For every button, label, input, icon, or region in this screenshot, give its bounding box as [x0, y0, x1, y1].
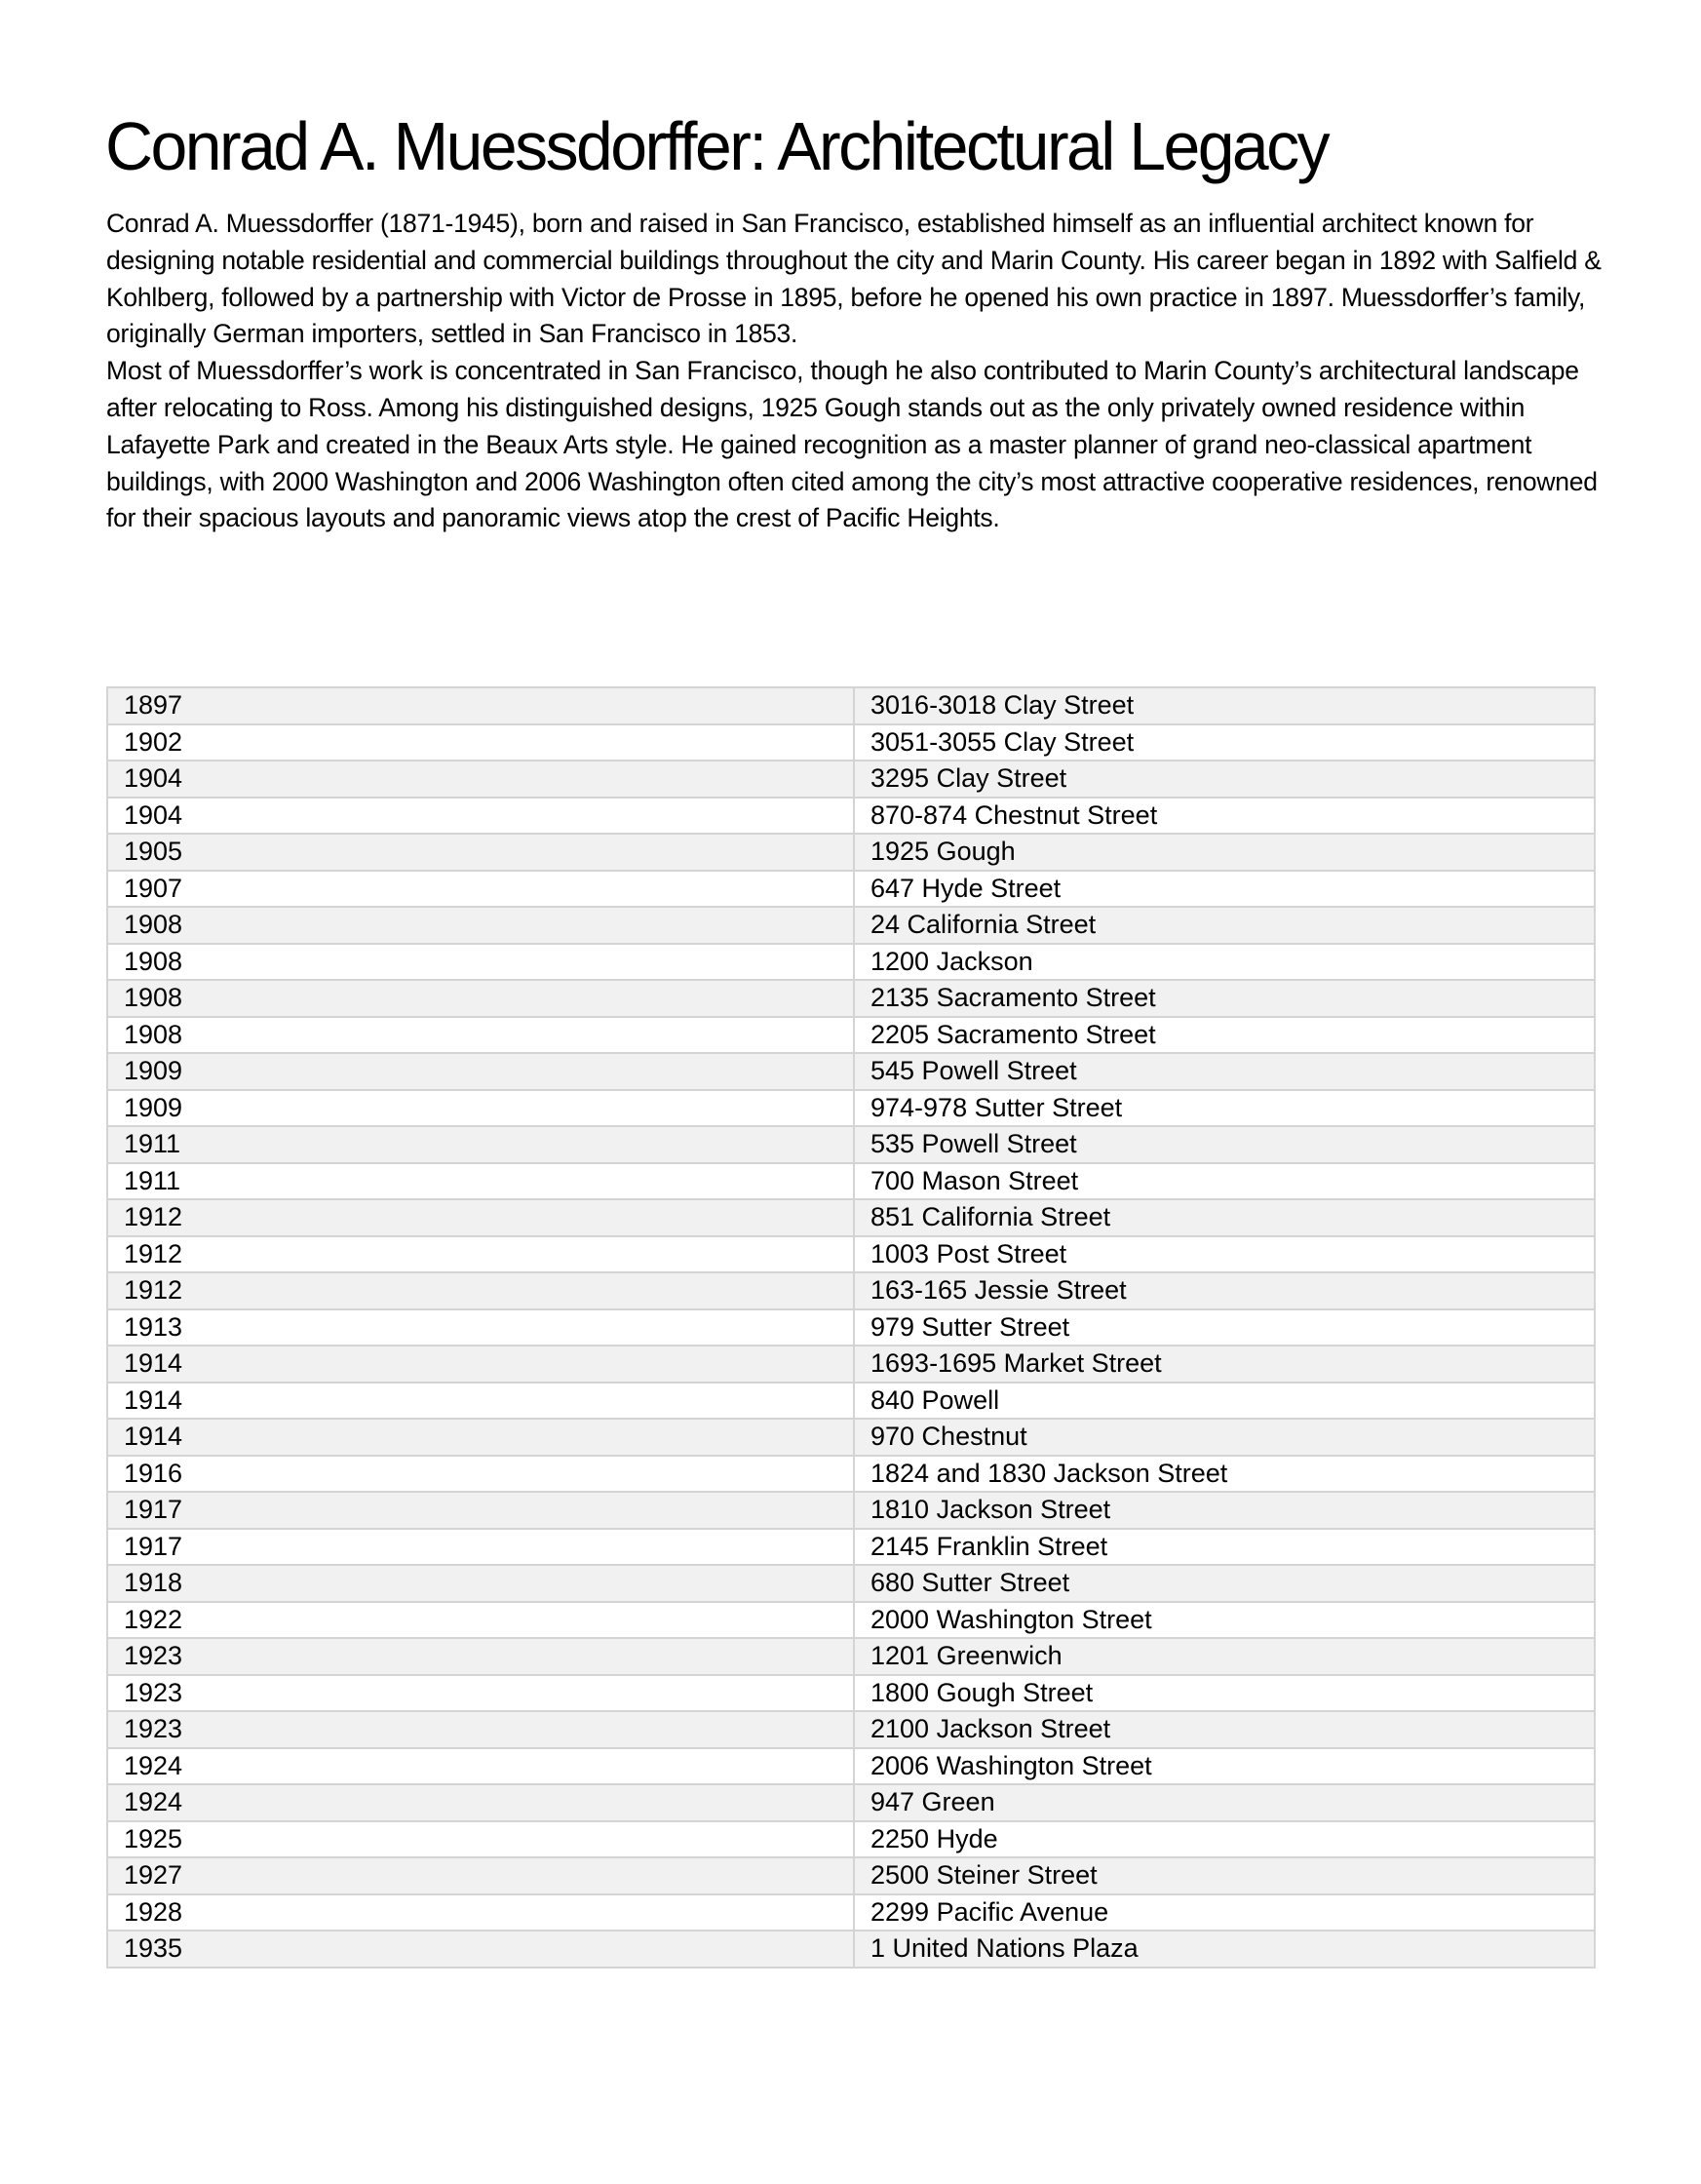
table-row [107, 798, 1595, 835]
address-cell: 1925 Gough [854, 834, 1595, 871]
intro-text [106, 206, 1607, 537]
year-cell: 1923 [107, 1675, 854, 1712]
year-cell: 1927 [107, 1857, 854, 1894]
year-cell: 1928 [107, 1894, 854, 1931]
address-cell: 163-165 Jessie Street [854, 1272, 1595, 1309]
address-cell: 851 California Street [854, 1199, 1595, 1236]
table-row [107, 1711, 1595, 1748]
table-row [107, 834, 1595, 871]
table-row [107, 907, 1595, 944]
table-row [107, 1090, 1595, 1127]
year-cell: 1912 [107, 1272, 854, 1309]
table-row [107, 1748, 1595, 1785]
table-row [107, 1126, 1595, 1163]
year-cell: 1904 [107, 798, 854, 835]
address-cell: 1693-1695 Market Street [854, 1346, 1595, 1383]
year-cell: 1911 [107, 1163, 854, 1200]
table-row [107, 1821, 1595, 1858]
table-row [107, 944, 1595, 981]
table-row [107, 1053, 1595, 1090]
year-cell: 1924 [107, 1748, 854, 1785]
table-row [107, 1857, 1595, 1894]
address-cell: 3016-3018 Clay Street [854, 687, 1595, 724]
table-row [107, 1602, 1595, 1639]
table-row [107, 1272, 1595, 1309]
address-cell: 870-874 Chestnut Street [854, 798, 1595, 835]
address-cell: 1003 Post Street [854, 1236, 1595, 1273]
address-cell: 647 Hyde Street [854, 871, 1595, 908]
table-row [107, 1419, 1595, 1456]
year-cell: 1908 [107, 907, 854, 944]
year-cell: 1897 [107, 687, 854, 724]
year-cell: 1902 [107, 724, 854, 761]
works-table-body [107, 687, 1595, 1968]
address-cell: 2100 Jackson Street [854, 1711, 1595, 1748]
year-cell: 1908 [107, 980, 854, 1017]
year-cell: 1916 [107, 1456, 854, 1493]
address-cell: 974-978 Sutter Street [854, 1090, 1595, 1127]
year-cell: 1911 [107, 1126, 854, 1163]
address-cell: 979 Sutter Street [854, 1309, 1595, 1346]
address-cell: 1810 Jackson Street [854, 1492, 1595, 1529]
address-cell: 2000 Washington Street [854, 1602, 1595, 1639]
table-row [107, 1199, 1595, 1236]
year-cell: 1914 [107, 1419, 854, 1456]
year-cell: 1925 [107, 1821, 854, 1858]
year-cell: 1935 [107, 1930, 854, 1968]
page-title: Conrad A. Muessdorffer: Architectural Legacy [105, 108, 1329, 184]
address-cell: 2135 Sacramento Street [854, 980, 1595, 1017]
address-cell: 2205 Sacramento Street [854, 1017, 1595, 1054]
table-row [107, 1565, 1595, 1602]
year-cell: 1922 [107, 1602, 854, 1639]
year-cell: 1912 [107, 1236, 854, 1273]
table-row [107, 1456, 1595, 1493]
year-cell: 1912 [107, 1199, 854, 1236]
table-row [107, 1638, 1595, 1675]
year-cell: 1904 [107, 760, 854, 798]
table-row [107, 1529, 1595, 1566]
year-cell: 1923 [107, 1711, 854, 1748]
address-cell: 2299 Pacific Avenue [854, 1894, 1595, 1931]
year-cell: 1914 [107, 1346, 854, 1383]
address-cell: 680 Sutter Street [854, 1565, 1595, 1602]
year-cell: 1907 [107, 871, 854, 908]
address-cell: 3295 Clay Street [854, 760, 1595, 798]
table-row [107, 1017, 1595, 1054]
table-row [107, 980, 1595, 1017]
paragraph-work: Most of Muessdorffer’s work is concentrated in San Francisco, though he also contributed to Marin County’s architectural landscape after relocating to Ross. Among his distinguished designs, 1925 Gough stands out as the only privately owned residence within Lafayette Park and created in the Beaux Arts style. He gained recognition as a master planner of grand neo-classical apartment buildings, with 2000 Washington and 2006 Washington often cited among the city’s most attractive cooperative residences, renowned for their spacious layouts and panoramic views atop the crest of Pacific Heights. [106, 356, 1598, 533]
year-cell: 1908 [107, 944, 854, 981]
address-cell: 840 Powell [854, 1383, 1595, 1420]
table-row [107, 1675, 1595, 1712]
year-cell: 1908 [107, 1017, 854, 1054]
year-cell: 1909 [107, 1053, 854, 1090]
table-row [107, 760, 1595, 798]
address-cell: 1824 and 1830 Jackson Street [854, 1456, 1595, 1493]
table-row [107, 1784, 1595, 1821]
table-row [107, 1163, 1595, 1200]
address-cell: 2250 Hyde [854, 1821, 1595, 1858]
table-row [107, 1236, 1595, 1273]
table-row [107, 724, 1595, 761]
address-cell: 2500 Steiner Street [854, 1857, 1595, 1894]
year-cell: 1905 [107, 834, 854, 871]
table-row [107, 1930, 1595, 1968]
address-cell: 947 Green [854, 1784, 1595, 1821]
year-cell: 1923 [107, 1638, 854, 1675]
table-row [107, 687, 1595, 724]
address-cell: 2006 Washington Street [854, 1748, 1595, 1785]
address-cell: 535 Powell Street [854, 1126, 1595, 1163]
address-cell: 2145 Franklin Street [854, 1529, 1595, 1566]
table-row [107, 1492, 1595, 1529]
address-cell: 1 United Nations Plaza [854, 1930, 1595, 1968]
address-cell: 970 Chestnut [854, 1419, 1595, 1456]
year-cell: 1913 [107, 1309, 854, 1346]
table-row [107, 1309, 1595, 1346]
table-row [107, 1894, 1595, 1931]
address-cell: 24 California Street [854, 907, 1595, 944]
year-cell: 1917 [107, 1529, 854, 1566]
year-cell: 1918 [107, 1565, 854, 1602]
table-row [107, 1346, 1595, 1383]
address-cell: 545 Powell Street [854, 1053, 1595, 1090]
table-row [107, 871, 1595, 908]
address-cell: 1201 Greenwich [854, 1638, 1595, 1675]
works-table [106, 686, 1596, 1969]
address-cell: 1800 Gough Street [854, 1675, 1595, 1712]
address-cell: 3051-3055 Clay Street [854, 724, 1595, 761]
address-cell: 700 Mason Street [854, 1163, 1595, 1200]
paragraph-biography: Conrad A. Muessdorffer (1871-1945), born and raised in San Francisco, established himself as an influential architect known for designing notable residential and commercial buildings throughout the city and Marin County. His career began in 1892 with Salfield & Kohlberg, followed by a partnership with Victor de Prosse in 1895, before he opened his own practice in 1897. Muessdorffer’s family, originally German importers, settled in San Francisco in 1853. [106, 209, 1602, 349]
table-row [107, 1383, 1595, 1420]
year-cell: 1914 [107, 1383, 854, 1420]
year-cell: 1924 [107, 1784, 854, 1821]
address-cell: 1200 Jackson [854, 944, 1595, 981]
year-cell: 1909 [107, 1090, 854, 1127]
year-cell: 1917 [107, 1492, 854, 1529]
